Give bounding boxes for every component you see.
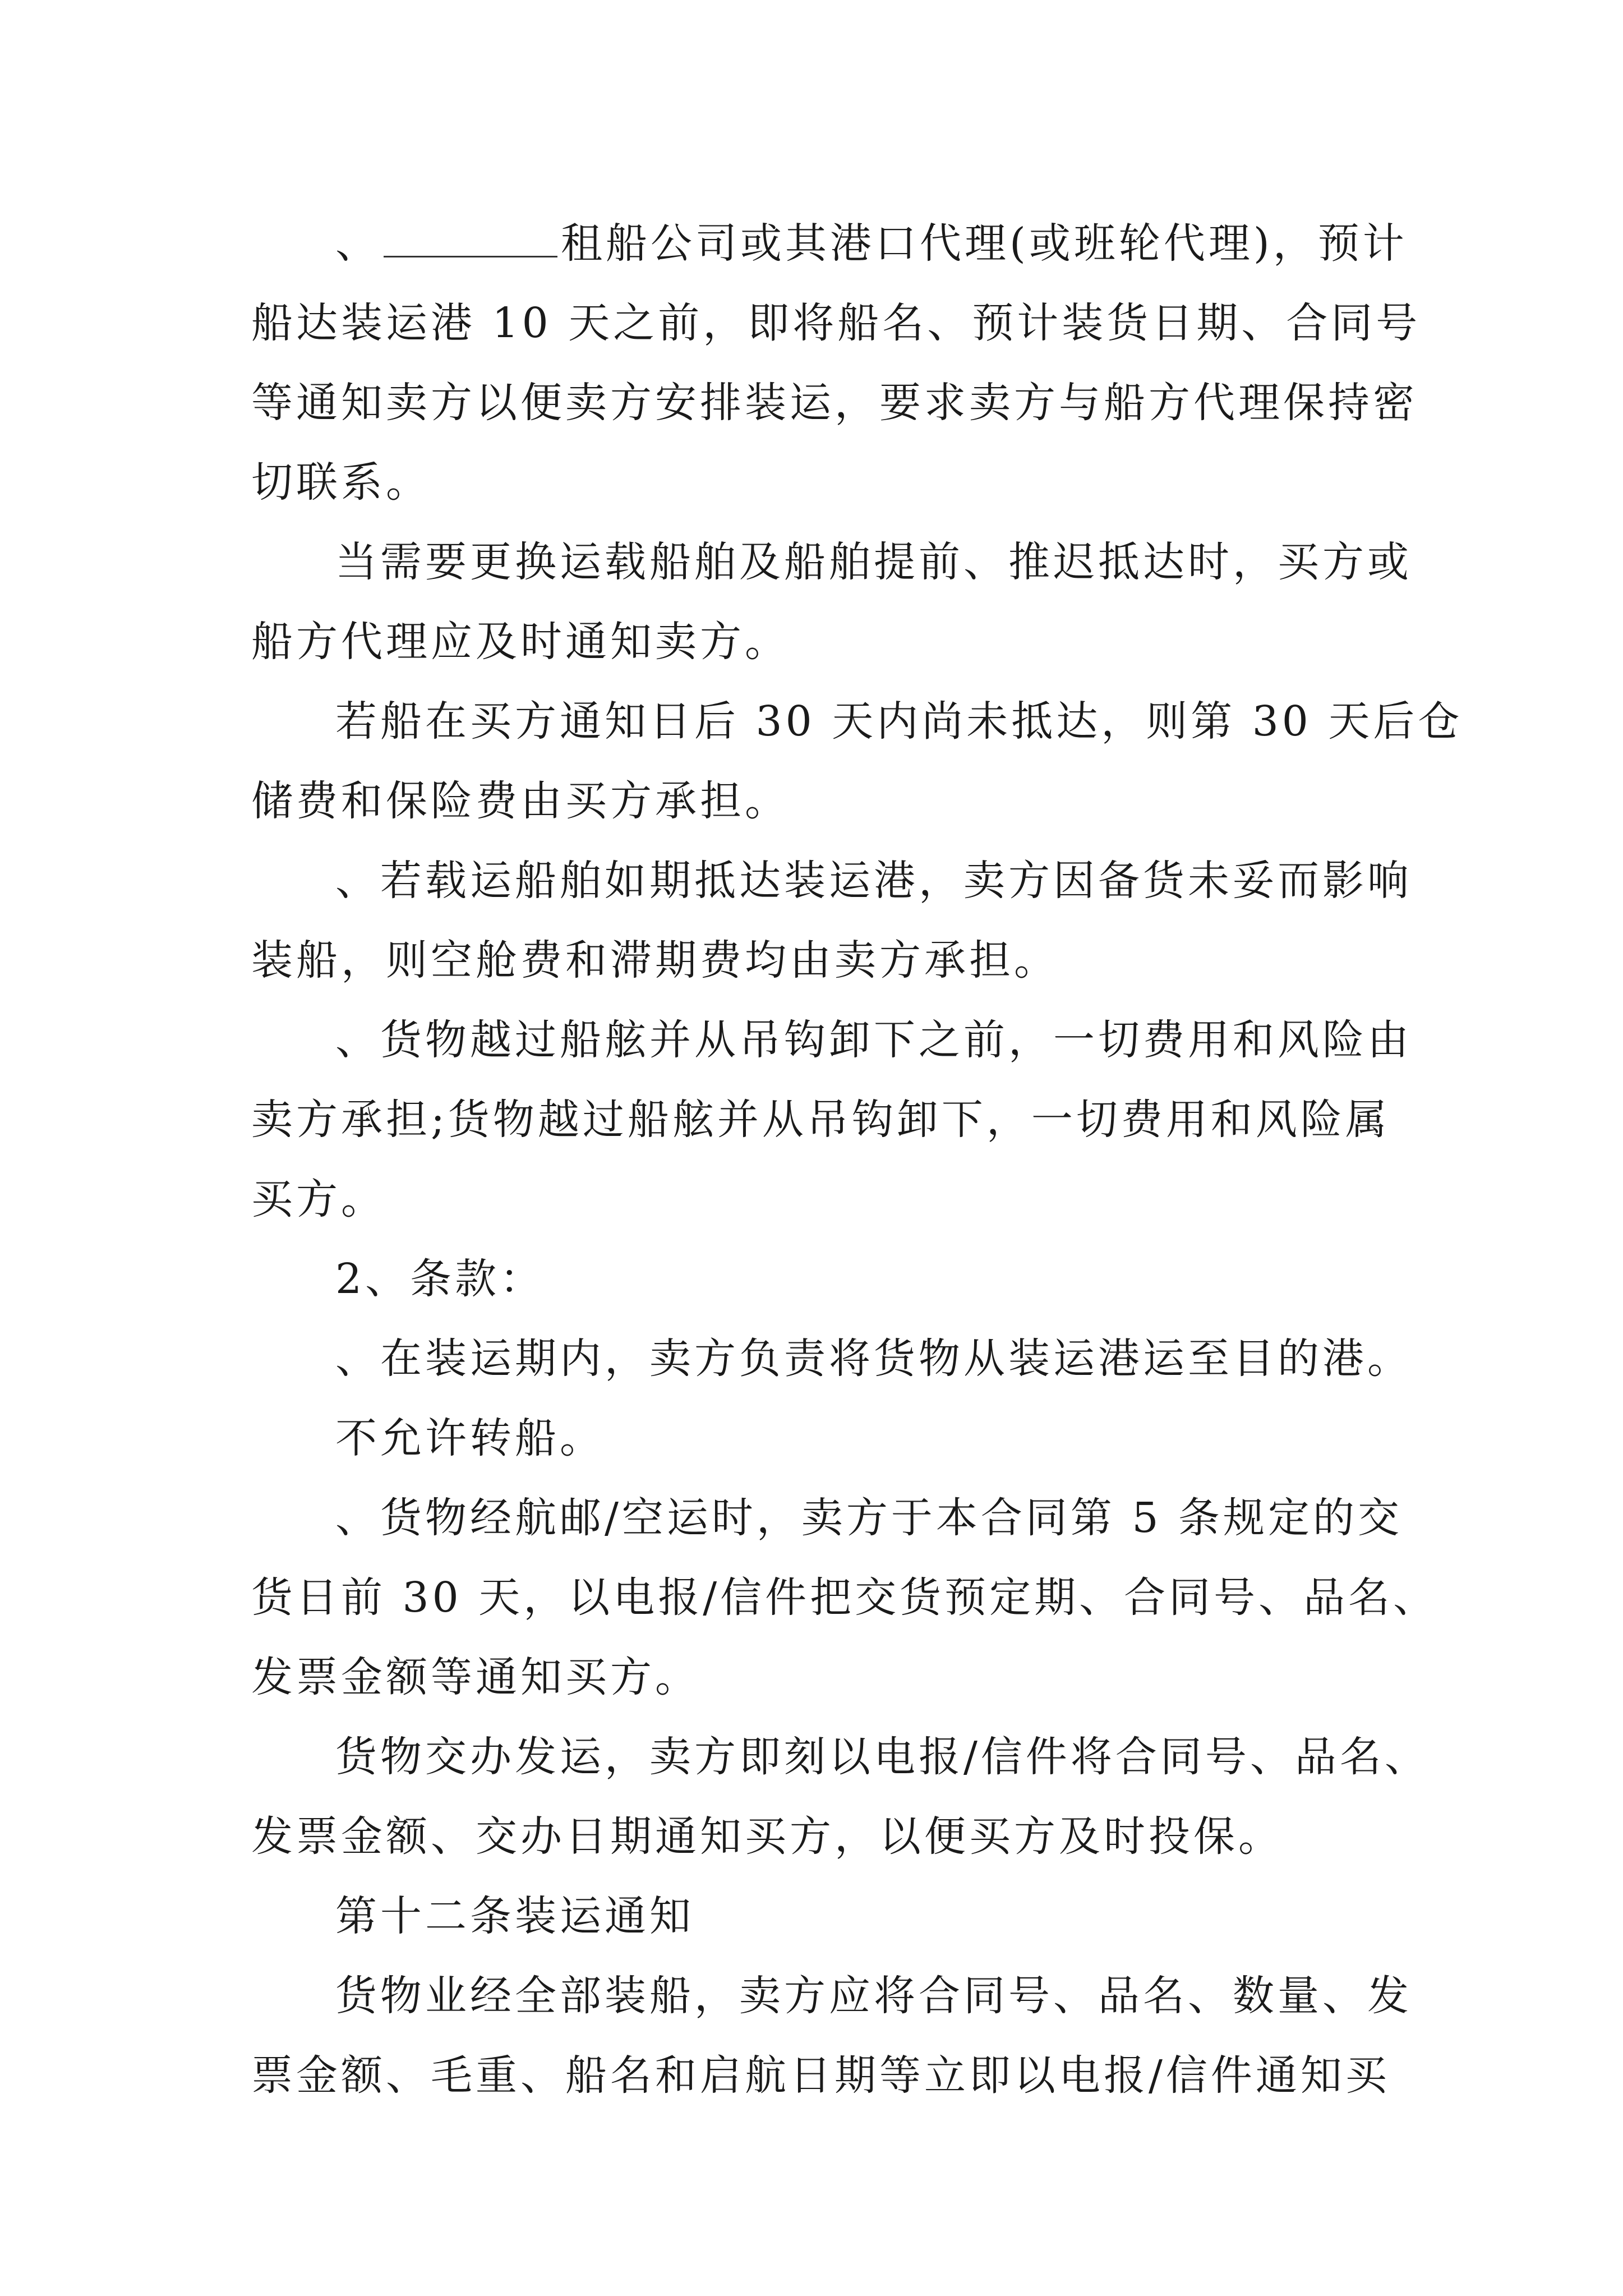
text-line: 、若载运船舶如期抵达装运港，卖方因备货未妥而影响 <box>335 857 1412 905</box>
text-line: 货物业经全部装船，卖方应将合同号、品名、数量、发 <box>335 1972 1412 2020</box>
text-line: 、货物越过船舷并从吊钩卸下之前，一切费用和风险由 <box>335 1016 1412 1064</box>
text-line: 不允许转船。 <box>335 1414 605 1462</box>
document-body <box>251 204 1463 2115</box>
text-line: 若船在买方通知日后 30 天内尚未抵达，则第 30 天后仓 <box>335 697 1463 746</box>
text-line: 当需要更换运载船舶及船舶提前、推迟抵达时，买方或 <box>335 538 1412 586</box>
text-line: 船达装运港 10 天之前，即将船名、预计装货日期、合同号 <box>251 299 1421 347</box>
text-line: 货物交办发运，卖方即刻以电报/信件将合同号、品名、 <box>335 1733 1430 1781</box>
text-line: 发票金额、交办日期通知买方，以便买方及时投保。 <box>251 1812 1283 1861</box>
text-line: 发票金额等通知买方。 <box>251 1653 700 1701</box>
text-fragment: 租船公司或其港口代理(或班轮代理)，预计 <box>561 219 1408 268</box>
text-line: 装船，则空舱费和滞期费均由卖方承担。 <box>251 936 1059 984</box>
fill-in-blank <box>384 217 557 257</box>
section-heading: 2、条款： <box>335 1255 545 1303</box>
text-line: 切联系。 <box>251 458 431 507</box>
text-line: 票金额、毛重、船名和启航日期等立即以电报/信件通知买 <box>251 2051 1390 2100</box>
text-line: 卖方承担;货物越过船舷并从吊钩卸下，一切费用和风险属 <box>251 1096 1390 1144</box>
text-line: 、货物经航邮/空运时，卖方于本合同第 5 条规定的交 <box>335 1494 1403 1542</box>
text-line: 、在装运期内，卖方负责将货物从装运港运至目的港。 <box>335 1335 1412 1383</box>
text-line: 货日前 30 天，以电报/信件把交货预定期、合同号、品名、 <box>251 1573 1438 1622</box>
text-line: 船方代理应及时通知卖方。 <box>251 618 790 666</box>
article-heading: 第十二条装运通知 <box>335 1892 694 1940</box>
text-line: 储费和保险费由买方承担。 <box>251 777 790 825</box>
text-fragment: 、 <box>335 219 380 268</box>
text-line <box>251 204 1408 283</box>
text-line: 买方。 <box>251 1175 386 1223</box>
text-line: 等通知卖方以便卖方安排装运，要求卖方与船方代理保持密 <box>251 379 1418 427</box>
